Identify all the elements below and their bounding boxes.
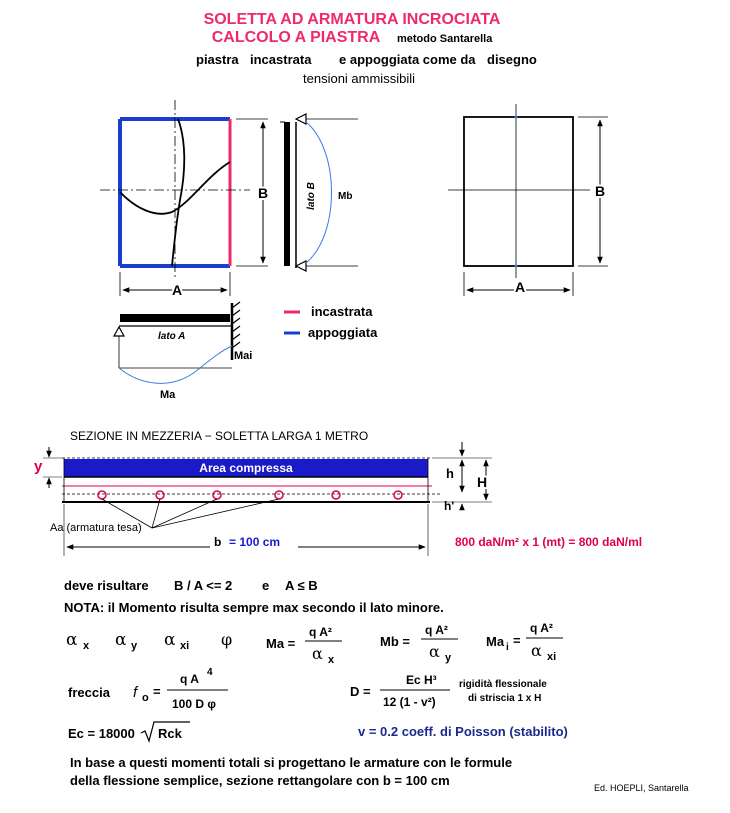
Mb-den-alpha: α <box>429 642 440 661</box>
phi-symbol: φ <box>221 630 233 649</box>
credit-text: Ed. HOEPLI, Santarella <box>594 783 689 793</box>
alpha-x-sub: x <box>83 640 90 652</box>
label-B-right: B <box>594 183 606 199</box>
subtitle-w1: piastra <box>196 52 239 67</box>
label-Mb: Mb <box>338 191 353 202</box>
Rck-text: Rck <box>158 726 182 741</box>
alpha-y-symbol: α <box>115 630 127 650</box>
D-label: D = <box>350 684 371 699</box>
deflection-curve-horizontal <box>120 162 230 214</box>
Mai-sub: i <box>506 642 509 653</box>
D-denominator: 12 (1 - v²) <box>383 695 436 709</box>
Mai-numerator: q A² <box>530 621 553 635</box>
title-line2: CALCOLO A PIASTRA <box>211 29 381 46</box>
nota-text: NOTA: il Momento risulta sempre max secondo il lato minore. <box>64 600 444 615</box>
moment-diagram-Ma <box>119 346 232 383</box>
Mb-den-sub: y <box>445 652 452 664</box>
conclusion-line2: della flessione semplice, sezione rettangolare con b = 100 cm <box>70 773 450 788</box>
condition-1: B / A <= 2 <box>174 578 233 593</box>
rigidita-line2: di striscia 1 x H <box>468 693 542 704</box>
Mai-eq: = <box>513 633 521 648</box>
condition-2: A ≤ B <box>285 578 318 593</box>
Mai-den-alpha: α <box>531 641 542 660</box>
Mb-numerator: q A² <box>425 623 448 637</box>
deflection-curve-vertical <box>172 119 184 266</box>
label-B-left: B <box>257 185 269 201</box>
title-line1: SOLETTA AD ARMATURA INCROCIATA <box>203 11 501 28</box>
Ma-numerator: q A² <box>309 625 332 639</box>
f-sub: o <box>142 692 149 704</box>
title-method: metodo Santarella <box>397 33 493 45</box>
right-plate <box>448 104 590 278</box>
label-Mai: Mai <box>234 350 253 362</box>
legend-incastrata: incastrata <box>311 304 373 319</box>
label-h-prime: h' <box>444 499 455 513</box>
Mai-label: Ma <box>486 634 505 649</box>
rigidita-line1: rigidità flessionale <box>459 679 547 690</box>
load-text: 800 daN/m² x 1 (mt) = 800 daN/ml <box>455 535 643 549</box>
condition-and: e <box>262 578 270 593</box>
alpha-xi-sub: xi <box>180 640 190 652</box>
f-numerator: q A <box>180 672 199 686</box>
label-b: b <box>214 535 222 549</box>
Ma-label: Ma = <box>266 636 296 651</box>
Ma-den-sub: x <box>328 654 335 666</box>
Ec-label: Ec = 18000 <box>68 726 135 741</box>
alpha-xi-symbol: α <box>164 630 176 650</box>
f-denominator: 100 D φ <box>172 697 216 711</box>
label-A-left: A <box>171 282 183 298</box>
conclusion-line1: In base a questi momenti totali si progettano le armature con le formule <box>70 755 513 770</box>
alpha-y-sub: y <box>131 640 138 652</box>
subtitle-w3: e appoggiata come da <box>339 52 476 67</box>
f-eq: = <box>153 684 161 699</box>
freccia-label: freccia <box>68 685 110 700</box>
f-numerator-exp: 4 <box>207 667 213 678</box>
label-H: H <box>477 474 488 490</box>
label-y: y <box>34 458 43 475</box>
left-plate <box>100 100 250 280</box>
label-Ma: Ma <box>160 389 176 401</box>
Ma-den-alpha: α <box>312 644 323 663</box>
label-A-right: A <box>514 279 526 295</box>
label-area-compressa: Area compressa <box>199 461 293 475</box>
subtitle-w4: disegno <box>487 52 537 67</box>
label-lato-A: lato A <box>158 331 186 342</box>
legend-appoggiata: appoggiata <box>308 325 378 340</box>
deve-risultare: deve risultare <box>64 578 149 593</box>
Mb-label: Mb = <box>380 634 410 649</box>
label-b-value: = 100 cm <box>229 535 281 549</box>
D-numerator: Ec H³ <box>406 673 437 687</box>
label-h: h <box>446 466 454 481</box>
f-symbol: f <box>133 684 138 701</box>
section-title: SEZIONE IN MEZZERIA − SOLETTA LARGA 1 METRO <box>70 429 369 443</box>
label-aa: Aa (armatura tesa) <box>50 522 142 534</box>
subtitle-w2: incastrata <box>250 52 312 67</box>
subtitle-line2: tensioni ammissibili <box>303 71 415 86</box>
Mai-den-sub: xi <box>547 651 557 663</box>
beam-lato-A <box>114 302 240 383</box>
label-lato-B: lato B <box>306 182 317 210</box>
alpha-x-symbol: α <box>66 630 78 650</box>
poisson-text: v = 0.2 coeff. di Poisson (stabilito) <box>358 724 568 739</box>
